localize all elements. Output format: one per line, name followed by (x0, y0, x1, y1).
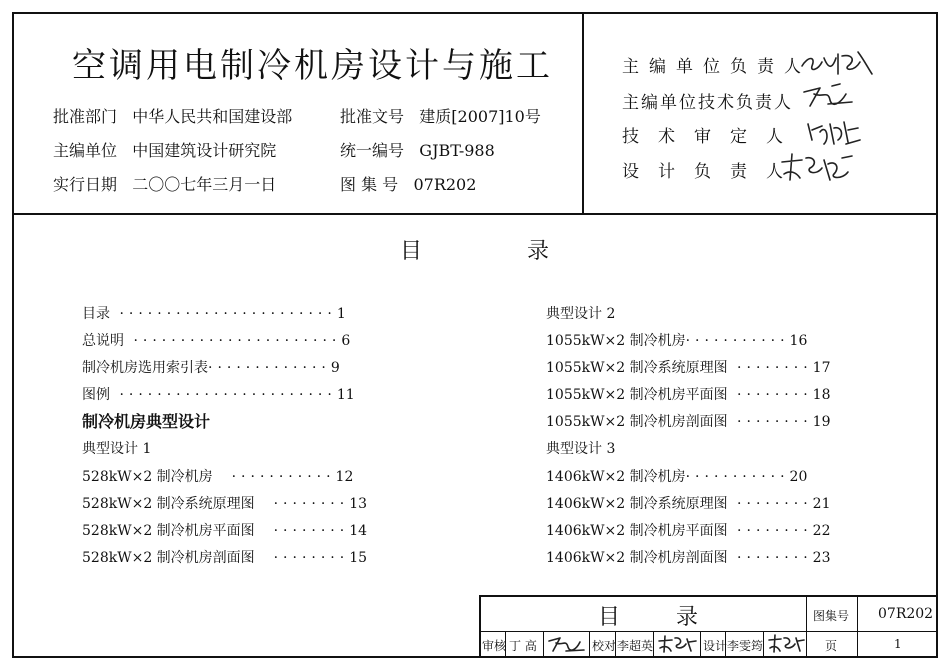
toc-item[interactable] (546, 466, 807, 486)
toc-item-label: 1406kW×2 制冷机房 (546, 469, 686, 485)
toc-item-page: 6 (341, 333, 351, 349)
chief-unit-tech-head-label: 主编单位技术负责人 (622, 93, 793, 113)
toc-item-label: 1406kW×2 制冷机房剖面图 (546, 550, 728, 566)
toc-item-page: 9 (330, 360, 340, 376)
toc-item-label: 图例 (82, 387, 110, 403)
approval-dept (53, 104, 292, 127)
review-name: 丁 高 (509, 639, 537, 653)
toc-leader: ··········· (685, 469, 790, 485)
design-name: 李雯筠 (727, 639, 764, 653)
design-1-title: 典型设计 1 (82, 441, 152, 457)
toc-item-page: 15 (349, 550, 368, 566)
cell-divider (543, 631, 544, 658)
toc-leader: ········ (727, 550, 813, 566)
signature-reviewer (546, 632, 588, 656)
toc-leader: ··········· (212, 469, 336, 485)
info-value: 中华人民共和国建设部 (132, 107, 293, 126)
toc-item-label: 528kW×2 制冷机房 (82, 469, 213, 485)
cell-divider (589, 631, 590, 658)
info-value: 建质[2007]10号 (419, 107, 541, 126)
info-value: 07R202 (413, 175, 477, 194)
atlas-title: 空调用电制冷机房设计与施工 (72, 46, 553, 86)
design-label: 设计 (703, 639, 728, 653)
toc-item-page: 23 (812, 550, 831, 566)
technical-reviewer-label: 技术审定人 (622, 127, 802, 147)
info-label: 实行日期 (53, 175, 118, 194)
design-3-title: 典型设计 3 (546, 441, 616, 457)
signature-tech-head (800, 80, 860, 114)
cell-divider (763, 631, 764, 658)
toc-item-label: 1406kW×2 制冷机房平面图 (546, 523, 728, 539)
toc-leader: ······················· (110, 387, 337, 403)
toc-leader: ······················ (124, 333, 342, 349)
proof-name: 李超英 (617, 639, 654, 653)
cell-divider (700, 631, 701, 658)
section-title: 制冷机房典型设计 (82, 412, 211, 431)
toc-leader: ············· (208, 360, 331, 376)
toc-leader: ········ (254, 550, 350, 566)
toc-item[interactable] (546, 330, 807, 350)
approval-number (340, 104, 541, 127)
header-divider (12, 213, 938, 215)
title-block-heading-right: 录 (676, 605, 699, 630)
toc-item-page: 14 (349, 523, 368, 539)
info-label: 主编单位 (53, 141, 118, 160)
toc-item[interactable] (546, 493, 830, 513)
toc-item[interactable] (82, 357, 340, 377)
toc-leader: ··········· (685, 333, 790, 349)
toc-item-page: 21 (812, 496, 831, 512)
info-value: 中国建筑设计研究院 (132, 141, 277, 160)
toc-item[interactable] (82, 330, 350, 350)
toc-item-label: 总说明 (82, 333, 124, 349)
toc-leader: ········ (727, 414, 813, 430)
toc-item-label: 1055kW×2 制冷机房 (546, 333, 686, 349)
title-block-col-divider (806, 595, 807, 658)
chief-unit-head-label: 主编单位负责人 (622, 57, 811, 77)
toc-item-page: 12 (335, 469, 354, 485)
toc-item-label: 1055kW×2 制冷机房剖面图 (546, 414, 728, 430)
toc-item-page: 1 (336, 306, 346, 322)
review-label: 审核 (482, 639, 507, 653)
toc-item-page: 20 (789, 469, 808, 485)
toc-leader: ········ (727, 523, 813, 539)
title-block-col-divider (857, 595, 858, 658)
toc-item-label: 1055kW×2 制冷系统原理图 (546, 360, 728, 376)
signature-chief-unit-head (798, 44, 878, 80)
title-block-heading-left: 目 (598, 605, 621, 630)
toc-item-label: 制冷机房选用索引表 (82, 360, 208, 376)
atlas-number (340, 172, 476, 195)
toc-item[interactable] (82, 466, 353, 486)
toc-item[interactable] (82, 303, 346, 323)
toc-heading-left: 目 (400, 239, 423, 264)
design-2-title: 典型设计 2 (546, 306, 616, 322)
toc-item-page: 11 (336, 387, 355, 403)
toc-item-label: 528kW×2 制冷机房剖面图 (82, 550, 255, 566)
signature-designer (766, 632, 806, 656)
toc-leader: ········ (727, 496, 813, 512)
design-lead-label: 设计负责人 (622, 162, 802, 182)
toc-leader: ········ (254, 496, 350, 512)
page-number: 1 (894, 637, 902, 651)
unified-number (340, 138, 495, 161)
toc-item-label: 1406kW×2 制冷系统原理图 (546, 496, 728, 512)
toc-item-page: 22 (812, 523, 831, 539)
atlas-number-label: 图集号 (813, 609, 850, 623)
toc-item-page: 16 (789, 333, 808, 349)
info-label: 批准文号 (340, 107, 405, 126)
toc-item-label: 目录 (82, 306, 110, 322)
toc-item[interactable] (546, 357, 830, 377)
toc-item[interactable] (546, 384, 830, 404)
toc-item-page: 17 (812, 360, 831, 376)
info-value: GJBT-988 (419, 141, 495, 160)
info-label: 批准部门 (53, 107, 118, 126)
info-label: 统一编号 (340, 141, 405, 160)
toc-item[interactable] (82, 547, 367, 567)
effective-date (53, 172, 276, 195)
toc-item[interactable] (82, 520, 367, 540)
toc-item[interactable] (546, 411, 830, 431)
toc-item[interactable] (546, 520, 830, 540)
cell-divider (653, 631, 654, 658)
page-label: 页 (825, 639, 838, 653)
signature-technical-reviewer (802, 114, 864, 150)
toc-item-page: 18 (812, 387, 831, 403)
toc-item-label: 1055kW×2 制冷机房平面图 (546, 387, 728, 403)
toc-leader: ······················· (110, 306, 337, 322)
toc-item-page: 13 (349, 496, 368, 512)
atlas-number-value: 07R202 (878, 606, 934, 622)
signature-design-lead (778, 150, 862, 186)
toc-item[interactable] (82, 493, 367, 513)
toc-item-page: 19 (812, 414, 831, 430)
toc-leader: ········ (727, 387, 813, 403)
header-vertical-divider (582, 12, 584, 215)
info-value: 二〇〇七年三月一日 (132, 175, 277, 194)
proof-label: 校对 (592, 639, 617, 653)
toc-heading-right: 录 (527, 239, 550, 264)
signature-proofreader (656, 632, 698, 656)
info-label: 图 集 号 (340, 175, 399, 194)
toc-leader: ········ (727, 360, 813, 376)
toc-item[interactable] (82, 384, 355, 404)
toc-item-label: 528kW×2 制冷系统原理图 (82, 496, 255, 512)
toc-leader: ········ (254, 523, 350, 539)
toc-item-label: 528kW×2 制冷机房平面图 (82, 523, 255, 539)
editor-unit (53, 138, 276, 161)
toc-item[interactable] (546, 547, 830, 567)
